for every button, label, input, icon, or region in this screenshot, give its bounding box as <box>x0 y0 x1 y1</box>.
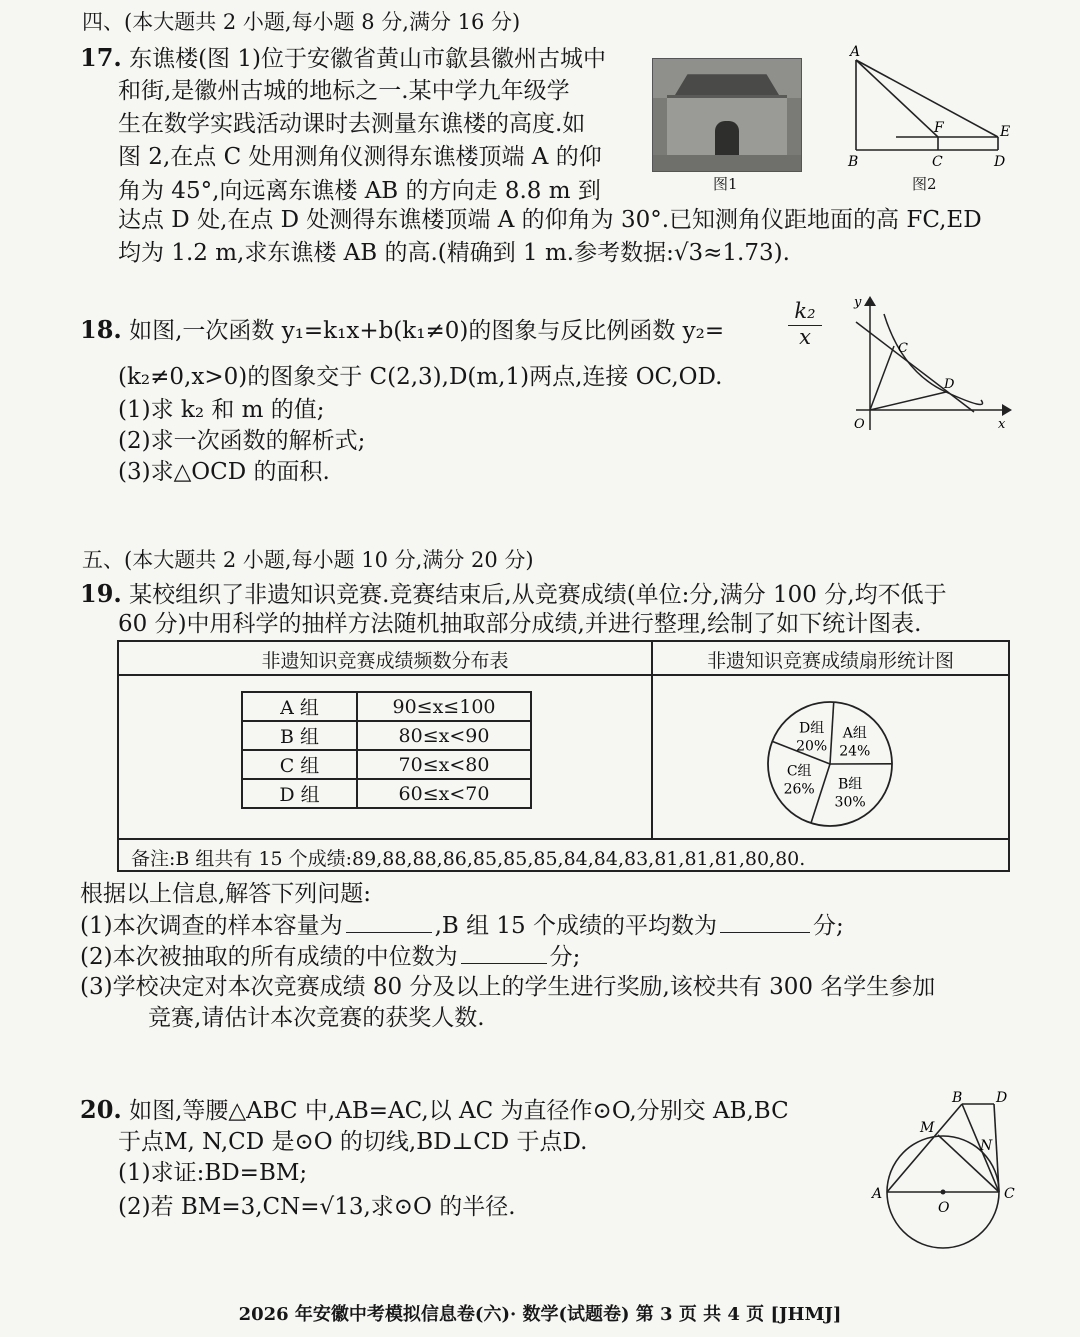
q18-number: 18. <box>80 315 122 344</box>
q18-part-2: (2)求一次函数的解析式; <box>118 428 366 454</box>
q20-label-a: A <box>872 1186 883 1202</box>
q18-origin-label: O <box>854 417 865 432</box>
q20-number: 20. <box>80 1095 122 1124</box>
q17-label-d: D <box>994 154 1006 170</box>
q17-line-2: 和街,是徽州古城的地标之一.某中学九年级学 <box>118 78 570 104</box>
q17-label-e: E <box>1000 124 1011 140</box>
q18-fraction-denominator: x <box>788 325 822 349</box>
q17-line-5: 角为 45°,向远离东谯楼 AB 的方向走 8.8 m 到 <box>118 178 601 204</box>
section-4-header: 四、(本大题共 2 小题,每小题 8 分,满分 16 分) <box>82 10 521 34</box>
q18-axis-y-label: y <box>854 295 862 310</box>
q17-label-b: B <box>848 154 859 170</box>
q20-label-c: C <box>1004 1186 1015 1202</box>
pie-slice-label-d: D组 <box>799 720 825 737</box>
pie-slice-value-c: 26% <box>783 781 815 798</box>
group-cell: B 组 <box>242 721 357 750</box>
q19-part-3-line-1: (3)学校决定对本次竞赛成绩 80 分及以上的学生进行奖励,该校共有 300 名学生参加 <box>80 974 936 1000</box>
pie-slice-value-d: 20% <box>796 738 828 755</box>
q17-label-c: C <box>932 154 943 170</box>
table-row <box>242 779 531 808</box>
q17-number: 17. <box>80 43 122 72</box>
q20-label-b: B <box>952 1090 963 1106</box>
q17-figure-1-caption: 图1 <box>713 175 738 193</box>
pie-slice-value-a: 24% <box>839 743 871 760</box>
q20-label-o: O <box>938 1200 950 1216</box>
q20-label-n: N <box>980 1138 993 1154</box>
group-cell: A 组 <box>242 692 357 721</box>
q17-line-4: 图 2,在点 C 处用测角仪测得东谯楼顶端 A 的仰 <box>118 144 602 170</box>
pie-slice-label-c: C组 <box>786 763 812 780</box>
q17-line-1: 17. 东谯楼(图 1)位于安徽省黄山市歙县徽州古城中 <box>80 43 606 72</box>
q19-blank-sample-size[interactable] <box>346 912 432 933</box>
pie-slice-edge-a <box>830 702 834 764</box>
q19-number: 19. <box>80 579 122 608</box>
range-cell: 80≤x<90 <box>357 721 531 750</box>
group-cell: C 组 <box>242 750 357 779</box>
q19-blank-median[interactable] <box>461 943 547 964</box>
range-cell: 70≤x<80 <box>357 750 531 779</box>
q18-part-3: (3)求△OCD 的面积. <box>118 459 330 485</box>
q17-line-3: 生在数学实践活动课时去测量东谯楼的高度.如 <box>118 111 586 137</box>
q19-line-2: 60 分)中用科学的抽样方法随机抽取部分成绩,并进行整理,绘制了如下统计图表. <box>118 611 922 637</box>
q19-frequency-table <box>241 691 532 809</box>
q17-figure-2-caption: 图2 <box>912 175 937 193</box>
q20-part-1: (1)求证:BD=BM; <box>118 1160 308 1186</box>
q18-axis-x-label: x <box>998 417 1006 432</box>
q18-fraction-numerator: k₂ <box>794 299 816 323</box>
pie-slice-label-a: A组 <box>842 725 867 742</box>
q19-note: 备注:B 组共有 15 个成绩:89,88,88,86,85,85,85,84,84,83,81,81,81,80,80. <box>131 848 806 870</box>
q18-line-2: (k₂≠0,x>0)的图象交于 C(2,3),D(m,1)两点,连接 OC,OD. <box>118 364 723 390</box>
pie-slice-label-b: B组 <box>837 776 863 793</box>
q20-line-1: 20. 如图,等腰△ABC 中,AB=AC,以 AC 为直径作⊙O,分别交 AB,BC <box>80 1095 789 1124</box>
range-cell: 90≤x≤100 <box>357 692 531 721</box>
group-cell: D 组 <box>242 779 357 808</box>
q19-line-1: 19. 某校组织了非遗知识竞赛.竞赛结束后,从竞赛成绩(单位:分,满分 100 分,均不低于 <box>80 579 947 608</box>
q20-line-2: 于点M, N,CD 是⊙O 的切线,BD⊥CD 于点D. <box>118 1129 588 1155</box>
pie-slice-value-b: 30% <box>834 794 866 811</box>
q17-label-f: F <box>934 120 944 136</box>
q18-line-1: 18. 如图,一次函数 y₁=k₁x+b(k₁≠0)的图象与反比例函数 y₂= <box>80 315 725 344</box>
q17-line-7: 均为 1.2 m,求东谯楼 AB 的高.(精确到 1 m.参考数据:√3≈1.73). <box>118 240 790 266</box>
q17-label-a: A <box>850 44 861 60</box>
q20-part-2: (2)若 BM=3,CN=√13,求⊙O 的半径. <box>118 1194 516 1220</box>
q20-label-d: D <box>996 1090 1008 1106</box>
q17-line-6: 达点 D 处,在点 D 处测得东谯楼顶端 A 的仰角为 30°.已知测角仪距地面的高 FC,ED <box>118 207 982 233</box>
q19-part-2: (2)本次被抽取的所有成绩的中位数为 分; <box>80 944 581 970</box>
q18-fraction <box>788 300 822 349</box>
q19-table-title: 非遗知识竞赛成绩频数分布表 <box>261 650 509 672</box>
section-5-header: 五、(本大题共 2 小题,每小题 10 分,满分 20 分) <box>82 548 534 572</box>
q19-pie-chart <box>760 694 900 834</box>
page-footer: 2026 年安徽中考模拟信息卷(六)· 数学(试题卷) 第 3 页 共 4 页 [JHMJ] <box>238 1304 842 1325</box>
table-row <box>242 692 531 721</box>
q19-part-3-line-2: 竞赛,请估计本次竞赛的获奖人数. <box>148 1005 485 1031</box>
q19-blank-average[interactable] <box>720 912 810 933</box>
q18-function-graph <box>846 292 1022 434</box>
q17-figure-2-diagram <box>838 40 1018 172</box>
q19-part-1: (1)本次调查的样本容量为 ,B 组 15 个成绩的平均数为 分; <box>80 913 844 939</box>
q18-point-c-label: C <box>898 341 908 356</box>
q19-pie-title: 非遗知识竞赛成绩扇形统计图 <box>706 650 954 672</box>
q19-intro: 根据以上信息,解答下列问题: <box>80 881 372 907</box>
table-row <box>242 750 531 779</box>
q20-label-m: M <box>920 1120 935 1136</box>
q17-figure-1-photo <box>652 58 802 172</box>
q18-point-d-label: D <box>944 377 955 392</box>
q20-circle-diagram <box>868 1088 1028 1258</box>
q18-part-1: (1)求 k₂ 和 m 的值; <box>118 397 325 423</box>
range-cell: 60≤x<70 <box>357 779 531 808</box>
table-row <box>242 721 531 750</box>
